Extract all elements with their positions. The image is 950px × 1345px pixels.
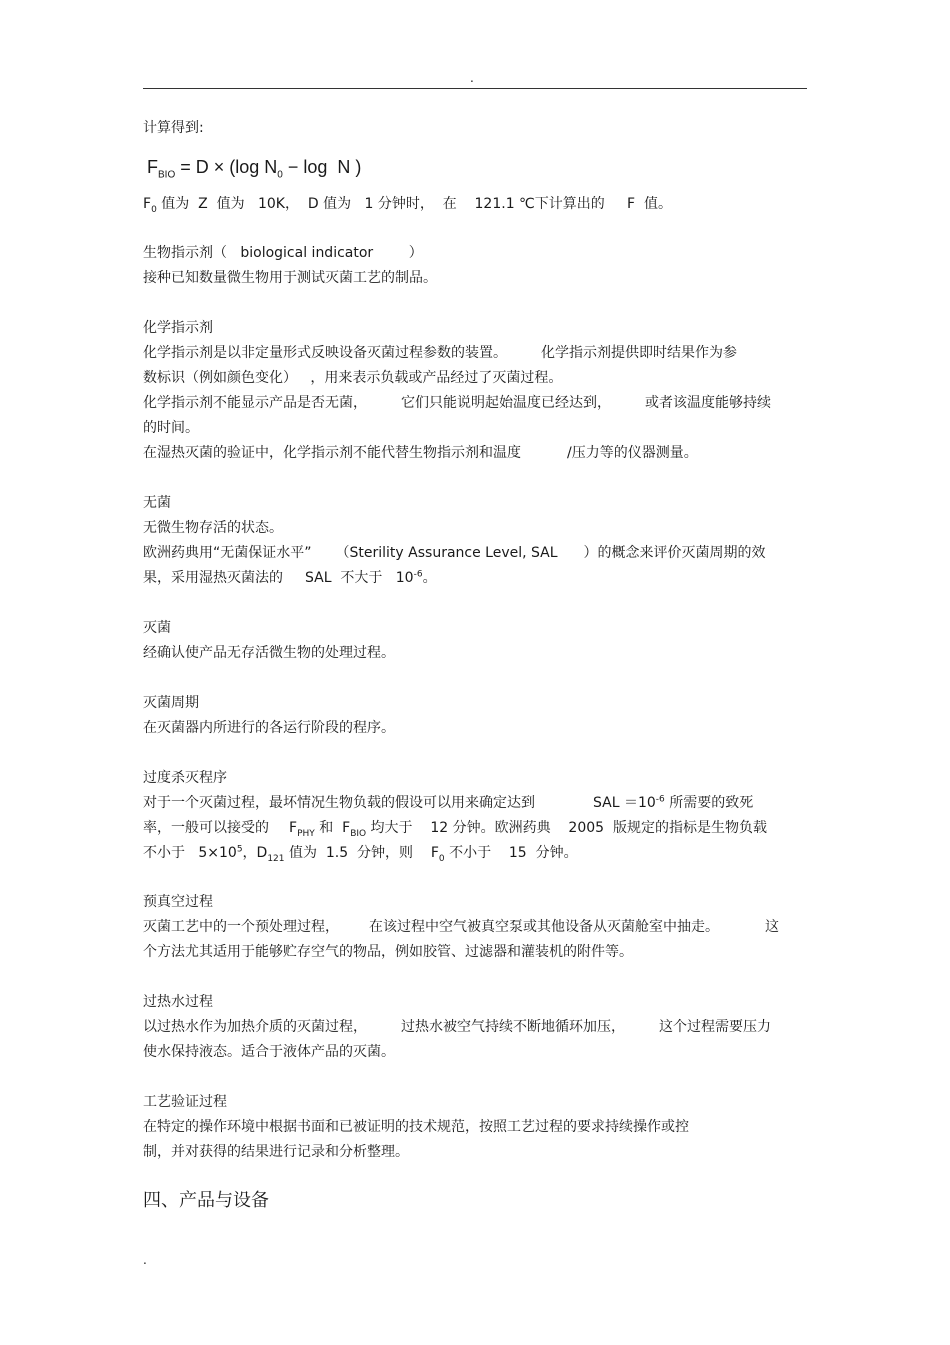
superheat-title: 过热水过程 xyxy=(143,994,213,1010)
overkill-fphy: F xyxy=(289,820,298,836)
chem-l1b: 化学指示剂提供即时结果作为参 xyxy=(541,345,737,361)
prevac-line-1 xyxy=(143,918,779,936)
chem-line-5 xyxy=(143,444,698,462)
section-heading-4: 四、产品与设备 xyxy=(143,1190,269,1211)
bio-desc: 接种已知数量微生物用于测试灭菌工艺的制品。 xyxy=(143,270,437,286)
prevac-l1c: 这 xyxy=(765,919,779,935)
sterile-l3a: 果，采用湿热灭菌法的 xyxy=(143,570,283,586)
header-dot: . xyxy=(470,71,474,85)
overkill-l3-sub2: 0 xyxy=(438,853,445,864)
formula-lhs: F xyxy=(147,157,158,177)
prevac-title: 预真空过程 xyxy=(143,894,213,910)
formula-lhs-sub: BIO xyxy=(158,169,176,181)
chem-l5a: 在湿热灭菌的验证中，化学指示剂不能代替生物指示剂和温度 xyxy=(143,445,521,461)
overkill-l2c: 均大于 12 分钟。欧洲药典 2005 版规定的指标是生物负载 xyxy=(366,820,767,836)
f0-text: 值为 Z 值为 10K， D 值为 1 分钟时， 在 121.1 ℃下计算出的 F 值。 xyxy=(156,196,672,212)
bio-title-c: ） xyxy=(373,245,423,261)
f0-line xyxy=(143,195,672,213)
overkill-l2a: 率，一般可以接受的 xyxy=(143,820,269,836)
superheat-line-2: 使水保持液态。适合于液体产品的灭菌。 xyxy=(143,1044,395,1060)
chem-l3c: 或者该温度能够持续 xyxy=(645,395,771,411)
overkill-l3d: 不小于 15 分钟。 xyxy=(444,845,578,861)
overkill-l3a: 不小于 5×10 xyxy=(143,845,237,861)
footer-dot: . xyxy=(143,1253,147,1267)
chem-l3b: 它们只能说明起始温度已经达到， xyxy=(401,395,611,411)
chem-line-2: 数标识（例如颜色变化） ，用来表示负载或产品经过了灭菌过程。 xyxy=(143,370,563,386)
bio-title-a: 生物指示剂（ xyxy=(143,245,241,261)
overkill-fbio: F xyxy=(342,820,351,836)
superheat-line-1 xyxy=(143,1018,771,1036)
formula-rest: − log N ) xyxy=(282,157,362,177)
bio-title-b: biological indicator xyxy=(240,245,374,261)
overkill-l3b: ，D xyxy=(242,845,268,861)
f0-f: F xyxy=(143,196,152,212)
chem-line-3 xyxy=(143,394,771,412)
formula-fbio xyxy=(147,156,362,181)
overkill-l3c: 值为 1.5 分钟，则 F xyxy=(284,845,439,861)
overkill-l3-sub: 121 xyxy=(267,853,285,864)
sterile-l3-exp: -6 xyxy=(413,569,423,580)
calc-label: 计算得到: xyxy=(143,120,204,136)
header-rule xyxy=(143,88,807,89)
overkill-and: 和 xyxy=(314,820,343,836)
overkill-fbio-sub: BIO xyxy=(350,828,367,839)
formula-eq: = D × (log N xyxy=(175,157,278,177)
chem-title: 化学指示剂 xyxy=(143,320,213,336)
chem-l5b: /压力等的仪器测量。 xyxy=(567,445,698,461)
sterile-l3c: 。 xyxy=(422,570,437,586)
prevac-l1b: 在该过程中空气被真空泵或其他设备从灭菌舱室中抽走。 xyxy=(369,919,719,935)
sterile-title: 无菌 xyxy=(143,495,171,511)
overkill-line-1 xyxy=(143,794,753,812)
cycle-title: 灭菌周期 xyxy=(143,695,199,711)
overkill-line-2 xyxy=(143,819,767,837)
overkill-l1b: SAL ＝10 xyxy=(593,795,656,811)
steril-desc: 经确认使产品无存活微生物的处理过程。 xyxy=(143,645,395,661)
superheat-l1b: 过热水被空气持续不断地循环加压， xyxy=(401,1019,625,1035)
process-val-title: 工艺验证过程 xyxy=(143,1094,227,1110)
chem-line-4: 的时间。 xyxy=(143,420,199,436)
sterile-line-2 xyxy=(143,544,766,562)
prevac-l1a: 灭菌工艺中的一个预处理过程， xyxy=(143,919,339,935)
f0-sub: 0 xyxy=(151,204,157,215)
sterile-l2b: （Sterility Assurance Level, SAL xyxy=(335,545,558,561)
sterile-l2c: ）的概念来评价灭菌周期的效 xyxy=(583,545,766,561)
process-val-line-1: 在特定的操作环境中根据书面和已被证明的技术规范，按照工艺过程的要求持续操作或控 xyxy=(143,1119,689,1135)
overkill-fphy-sub: PHY xyxy=(297,828,315,839)
bio-title xyxy=(143,244,423,262)
steril-title: 灭菌 xyxy=(143,620,171,636)
overkill-l3-exp: 5 xyxy=(236,844,243,855)
sterile-line-1: 无微生物存活的状态。 xyxy=(143,520,283,536)
formula-n-sub: 0 xyxy=(277,169,283,181)
prevac-line-2: 个方法尤其适用于能够贮存空气的物品，例如胶管、过滤器和灌装机的附件等。 xyxy=(143,944,633,960)
sterile-line-3 xyxy=(143,569,437,587)
chem-l3a: 化学指示剂不能显示产品是否无菌， xyxy=(143,395,367,411)
cycle-desc: 在灭菌器内所进行的各运行阶段的程序。 xyxy=(143,720,395,736)
chem-l1a: 化学指示剂是以非定量形式反映设备灭菌过程参数的装置。 xyxy=(143,345,507,361)
overkill-title: 过度杀灭程序 xyxy=(143,770,227,786)
overkill-l1a: 对于一个灭菌过程，最坏情况生物负载的假设可以用来确定达到 xyxy=(143,795,535,811)
sterile-l3b: SAL 不大于 10 xyxy=(305,570,414,586)
sterile-l2a: 欧洲药典用“无菌保证水平” xyxy=(143,545,312,561)
superheat-l1a: 以过热水作为加热介质的灭菌过程， xyxy=(143,1019,367,1035)
overkill-l1c: 所需要的致死 xyxy=(664,795,754,811)
process-val-line-2: 制，并对获得的结果进行记录和分析整理。 xyxy=(143,1144,409,1160)
overkill-line-3 xyxy=(143,844,578,862)
overkill-l1-exp: -6 xyxy=(655,794,665,805)
superheat-l1c: 这个过程需要压力 xyxy=(659,1019,771,1035)
chem-line-1 xyxy=(143,344,737,362)
